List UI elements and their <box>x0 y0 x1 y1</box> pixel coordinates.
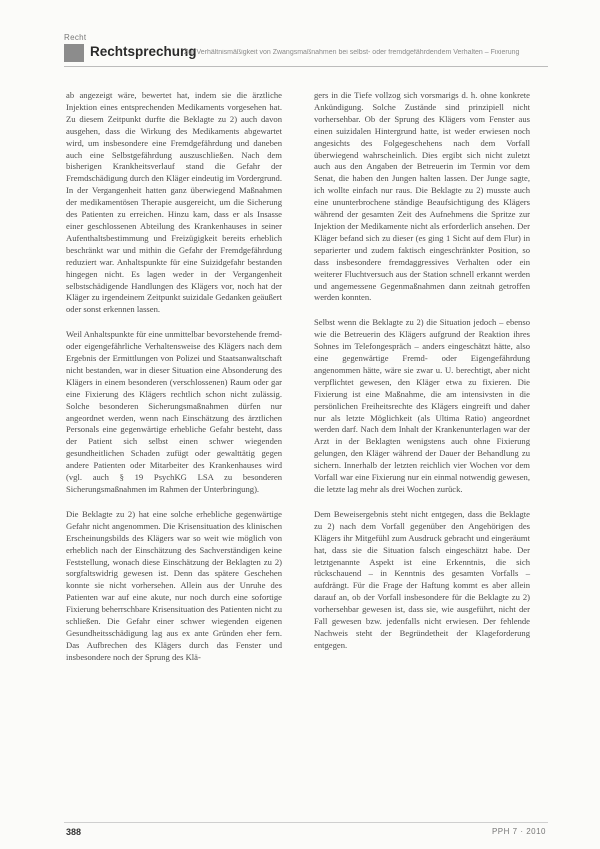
right-paragraph-1: gers in die Tiefe vollzog sich vorsmarigs d. h. ohne konkrete Ankündigung. Solche Zustände sind prinzipiell nicht vorhersehbar. Ob der Sprung des Klägers vom Fenster aus einen suizidalen Hintergrund hatte, ist weder erwiesen noch angesichts des Folgegeschehens nach dem Vorfall überwiegend wahrscheinlich. Dies ergibt sich nicht zuletzt auch aus den Angaben der Betreuerin im Termin vor dem Senat, die haben den Jungen halten lassen. Der Junge sagte, ich wollte einfach nur raus. Die Beklagte zu 2) musste auch eine ununterbrochene ständige Beaufsichtigung des Klägers während der gesamten Zeit des Aufnehmens die Spritze zur Injektion der Medikamente nicht als erforderlich ansehen. Der Kläger befand sich zu dieser (es ging 1 Sicht auf dem Flur) in separierter und zudem faktisch eingeschränkter Position, so dass insbesondere fremdaggressives Verhalten oder ein weiterer Fluchtversuch aus der Station schnell erkannt werden und angemessene Gegenmaßnahmen dann zeitnah getroffen werden konnten. <box>314 90 530 303</box>
page-subtitle: Zur Verhältnismäßigkeit von Zwangsmaßnahmen bei selbst- oder fremdgefährdendem Verhalten – Fixierung <box>184 49 520 56</box>
right-column <box>314 90 530 665</box>
right-paragraph-2: Selbst wenn die Beklagte zu 2) die Situation jedoch – ebenso wie die Betreuerin des Klägers aufgrund der Reaktion ihres Sohnes im Telefongespräch – anders eingeschätzt hätte, also eine gegenwärtige Fremd- oder Eigengefährdung angenommen hätte, wäre sie zwar u. U. berechtigt, aber nicht verpflichtet gewesen, den Kläger etwa zu fixieren. Die Fixierung ist eine Maßnahme, die am intensivsten in die persönlichen Freiheitsrechte des Klägers eingreift und daher nur als letzte Möglichkeit (als Ultima Ratio) angeordnet werden darf. Nach dem Inhalt der Krankenunterlagen war der Arzt in der Beklagten wenigstens auch ohne Fixierung gelungen, den Kläger während der Dauer der Behandlung zu sichern. Innerhalb der letzten reichlich vier Wochen vor dem Vorfall war eine Fixierung nur ein einmal notwendig gewesen, die letzte lag mehr als drei Wochen zurück. <box>314 317 530 494</box>
footer-divider <box>64 822 548 823</box>
right-paragraph-3: Dem Beweisergebnis steht nicht entgegen, dass die Beklagte zu 2) nach dem Vorfall gegenüber den Angehörigen des Klägers ihr Mitgefühl zum Ausdruck gebracht und eingeräumt hat, dass sie die Situation falsch eingeschätzt habe. Der letztgenannte Aspekt ist eine Erkenntnis, die sich rückschauend – in Kenntnis des gesamten Vorfalls – aufdrängt. Für die Frage der Haftung kommt es aber allein darauf an, ob der Vorfall insbesondere für die Beklagte zu 2) vorhersehbar gewesen ist, dass sie, wie ausgeführt, nicht der Fall gewesen bzw. jedenfalls nicht erwiesen. Der fehlende Nachweis steht der Begründetheit der Klageforderung entgegen. <box>314 508 530 650</box>
header-divider <box>64 66 548 67</box>
left-paragraph-2: Weil Anhaltspunkte für eine unmittelbar bevorstehende fremd- oder eigengefährliche Verhaltensweise des Klägers nach dem Ergebnis der Ermittlungen von Polizei und Staatsanwaltschaft nicht bestanden, war in dieser Situation eine Absonderung des Klägers in einem besonderen (verschlossenen) Raum oder gar eine Fixierung des Klägers rechtlich schon nicht zulässig. Solche besonderen Sicherungsmaßnahmen dürfen nur angeordnet werden, wenn nach Einschätzung des ärztlichen Personals eine gegenwärtige erhebliche Gefahr besteht, dass der Patient sich selbst einen schwer wiegenden gesundheitlichen Schaden zufügt oder gewalttätig gegen andere Patienten oder Mitarbeiter des Krankenhauses wird (vgl. auch § 19 PsychKG LSA zu besonderen Sicherungsmaßnahmen im Rahmen der Unterbringung). <box>66 329 282 494</box>
left-paragraph-3: Die Beklagte zu 2) hat eine solche erhebliche gegenwärtige Gefahr nicht angenommen. Die Krisensituation des klinischen Erscheinungsbilds des Klägers war so weit wie möglich von erheblich nach der Einschätzung des Sachverständigen keine Feststellung, wonach diese Einschätzung der Beklagten zu 2) sorgfaltswidrig gewesen ist. Denn das spätere Geschehen konnte sie nicht vorhersehen. Allein aus der Unruhe des Patienten war auf eine akute, nur noch durch eine sofortige Fixierung beherrschbare Krisensituation des Patienten nicht zu schließen. Die Gefahr einer schwer wiegenden eigenen Gesundheitsschädigung lag aus ex ante Gründen eher fern. Das Aufbrechen des Klägers durch das Fenster und insbesondere noch der Sprung des Klä- <box>66 508 282 662</box>
journal-issue: PPH 7 · 2010 <box>491 827 546 836</box>
header-square-marker <box>64 44 84 62</box>
left-column <box>66 90 282 677</box>
page-number: 388 <box>66 827 82 837</box>
page-title: Rechtsprechung <box>90 44 197 59</box>
section-tag: Recht <box>64 33 87 42</box>
left-paragraph-1: ab angezeigt wäre, bewertet hat, indem sie die ärztliche Injektion eines entsprechenden Medikaments vorgesehen hat. Zu diesem Zeitpunkt durfte die Beklagte zu 2) auch davon ausgehen, dass die Wirkung des Medikaments abgewartet wird, um insbesondere eine Fremdgefährdung und daneben auch eine Selbstgefährdung auszuschließen. Nach dem bisherigen Krankheitsverlauf stand die Gefahr der Fremdschädigung durch den Kläger eindeutig im Vordergrund. In der Vergangenheit hatten ganz überwiegend Maßnahmen der medikamentösen Therapie ausgereicht, um die Sicherung des Patienten zu erreichen. Hinzu kam, dass er als Insasse einer geschlossenen Abteilung des Krankenhauses in seiner Aufenthaltsbestimmung und Freizügigkeit bereits erheblich beschränkt war und mithin die Gefahr der Fremdgefährdung reduziert war. Anhaltspunkte für eine Suizidgefahr bestanden hingegen nicht. Es lagen weder in der Vergangenheit selbstschädigende Handlungen des Klägers vor, noch hat der Kläger zu irgendeinem Zeitpunkt suizidale Gedanken geäußert oder sonst erkennen lassen. <box>66 90 282 315</box>
